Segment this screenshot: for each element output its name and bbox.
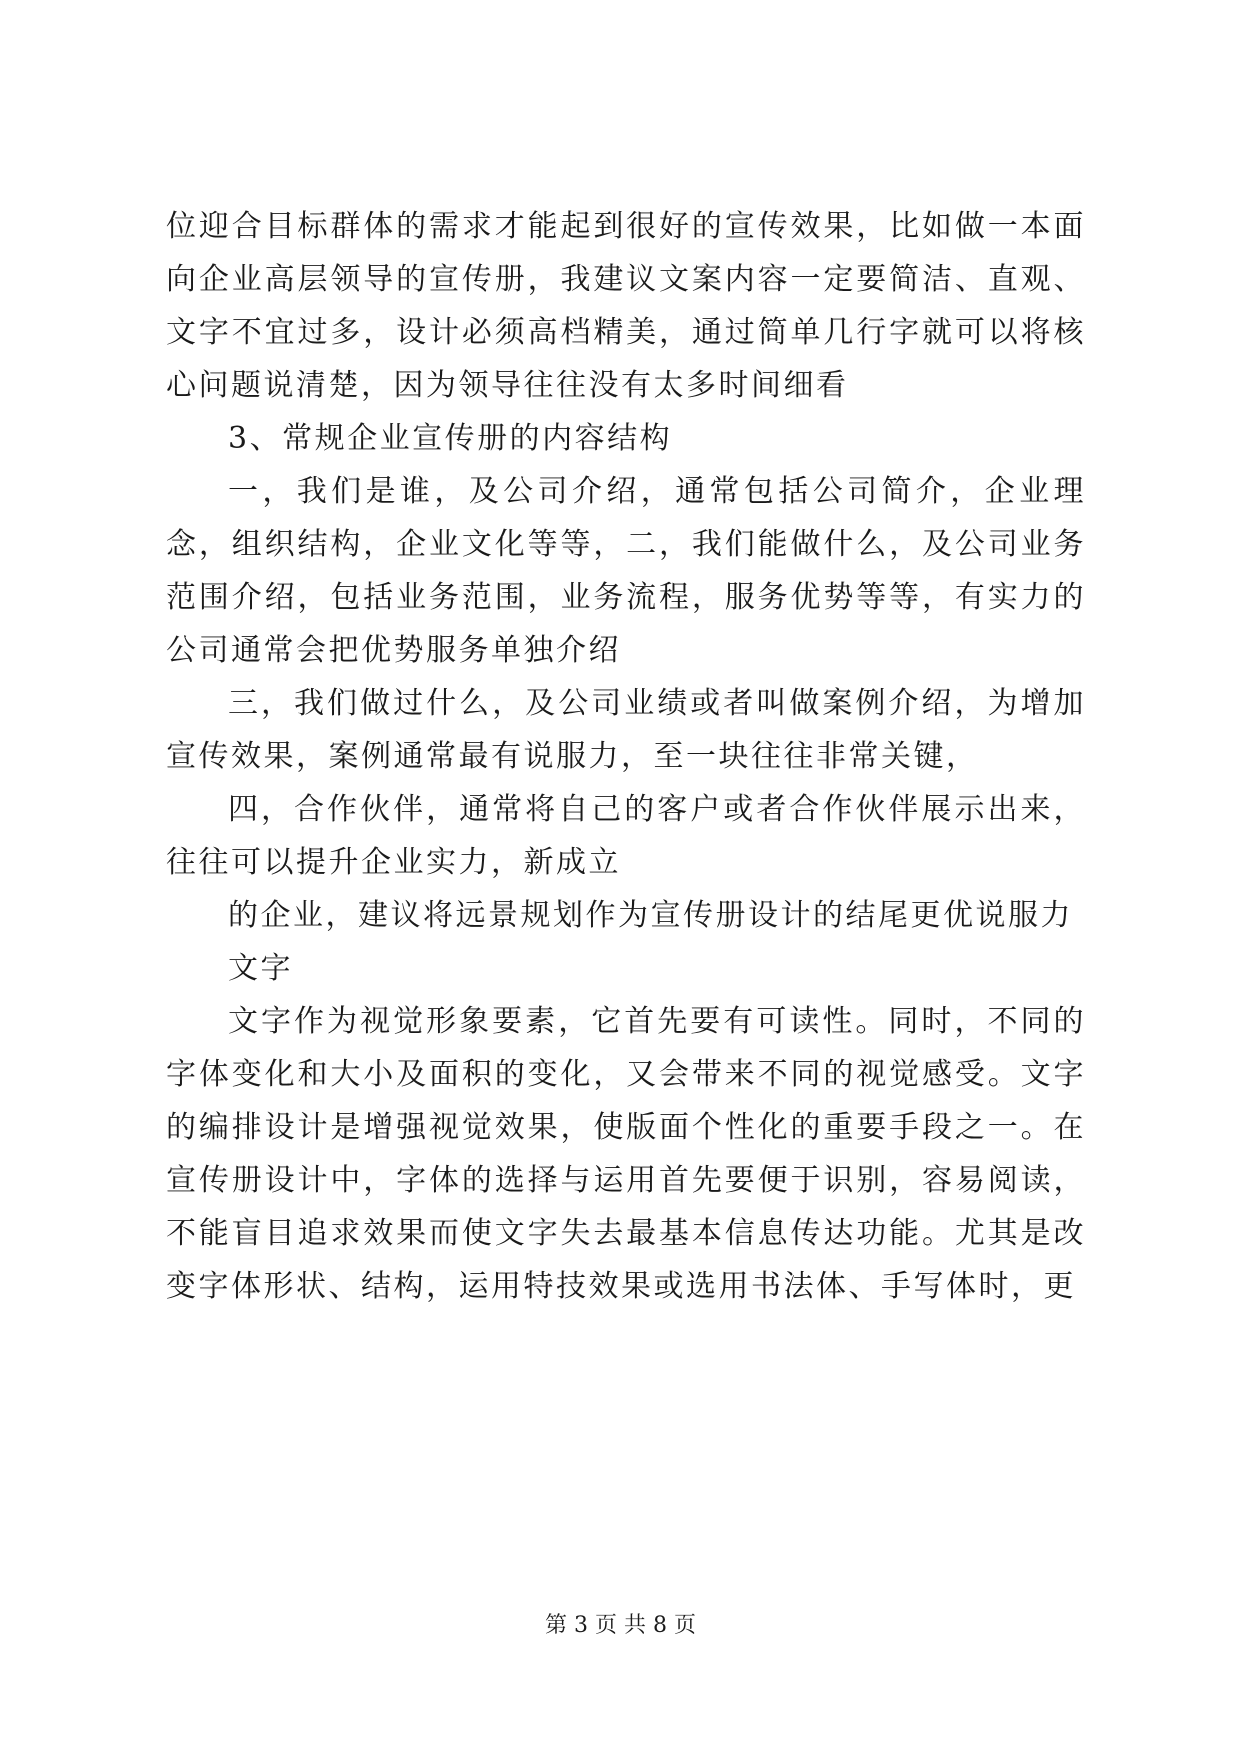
paragraph: 三，我们做过什么，及公司业绩或者叫做案例介绍，为增加宣传效果，案例通常最有说服力，至一块往往非常关键， [166,686,1086,774]
paragraph: 的企业，建议将远景规划作为宣传册设计的结尾更优说服力 [228,898,1073,933]
paragraph: 文字作为视觉形象要素，它首先要有可读性。同时，不同的字体变化和大小及面积的变化，又会带来不同的视觉感受。文字的编排设计是增强视觉效果，使版面个性化的重要手段之一。在宣传册设计中，字体的选择与运用首先要便于识别，容易阅读，不能盲目追求效果而使文字失去最基本信息传达功能。尤其是改变字体形状、结构，运用特技效果或选用书法体、手写体时，更 [166,1004,1086,1304]
page-number-footer: 第 3 页 共 8 页 [545,1613,696,1638]
section-heading: 文字 [228,951,293,986]
paragraph: 一，我们是谁，及公司介绍，通常包括公司简介，企业理念，组织结构，企业文化等等，二，我们能做什么，及公司业务范围介绍，包括业务范围，业务流程，服务优势等等，有实力的公司通常会把优势服务单独介绍 [166,474,1086,668]
section-heading: 3、常规企业宣传册的内容结构 [228,421,673,456]
paragraph: 四，合作伙伴，通常将自己的客户或者合作伙伴展示出来，往往可以提升企业实力，新成立 [166,792,1086,880]
document-body [166,200,1086,1313]
paragraph-continued: 位迎合目标群体的需求才能起到很好的宣传效果，比如做一本面向企业高层领导的宣传册，我建议文案内容一定要简洁、直观、文字不宜过多，设计必须高档精美，通过简单几行字就可以将核心问题说清楚，因为领导往往没有太多时间细看 [166,209,1086,403]
